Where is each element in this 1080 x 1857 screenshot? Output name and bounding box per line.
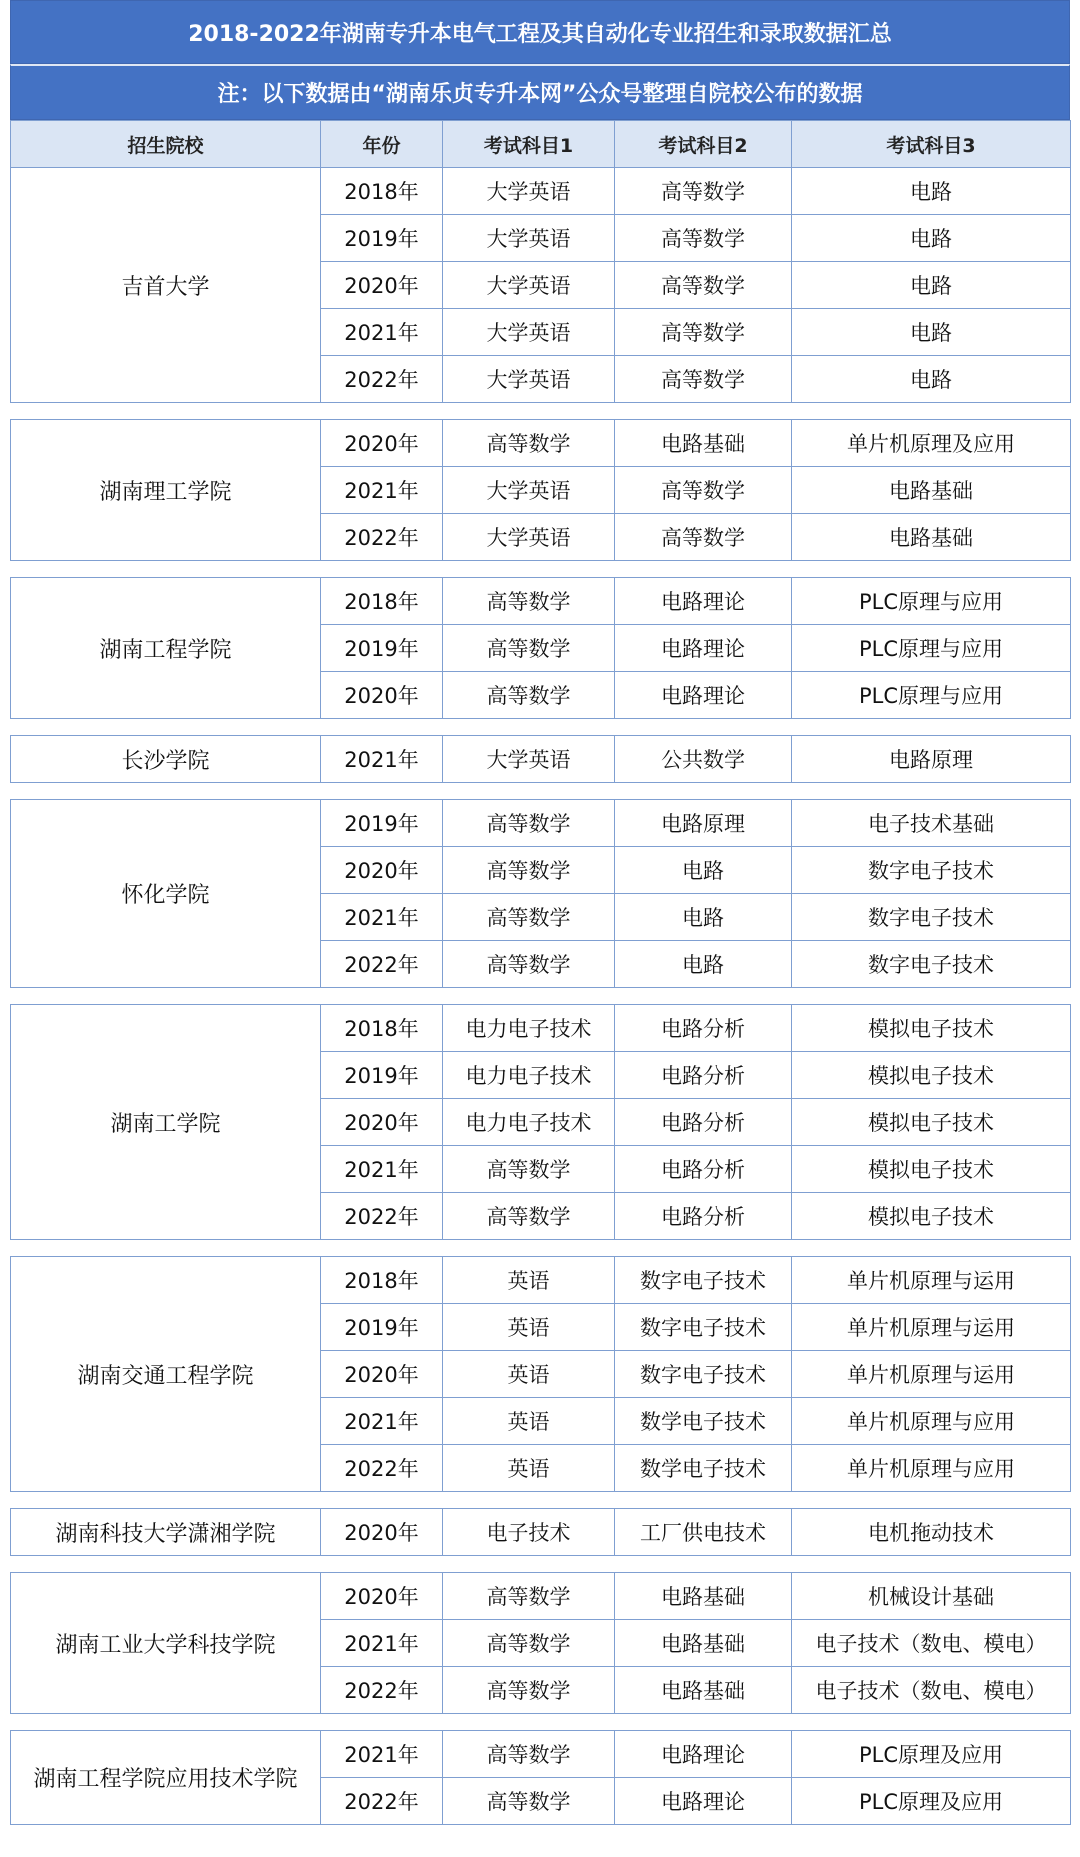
subject-1-cell: 高等数学 <box>443 420 615 467</box>
group-spacer <box>11 561 1071 578</box>
table-row <box>11 578 1071 625</box>
year-cell: 2020年 <box>321 262 443 309</box>
subject-2-cell: 电路基础 <box>615 420 792 467</box>
group-spacer-cell <box>11 403 1071 420</box>
year-cell: 2018年 <box>321 578 443 625</box>
year-cell: 2021年 <box>321 1146 443 1193</box>
subject-1-cell: 大学英语 <box>443 262 615 309</box>
school-cell: 吉首大学 <box>11 168 321 403</box>
subject-1-cell: 高等数学 <box>443 894 615 941</box>
subject-1-cell: 高等数学 <box>443 625 615 672</box>
subject-3-cell: PLC原理与应用 <box>792 578 1071 625</box>
year-cell: 2021年 <box>321 309 443 356</box>
subject-3-cell: 电路 <box>792 168 1071 215</box>
subject-1-cell: 高等数学 <box>443 800 615 847</box>
header-subject-3: 考试科目3 <box>792 121 1071 168</box>
subject-1-cell: 英语 <box>443 1257 615 1304</box>
group-spacer-cell <box>11 783 1071 800</box>
subject-1-cell: 大学英语 <box>443 309 615 356</box>
subject-2-cell: 电路理论 <box>615 672 792 719</box>
subject-1-cell: 大学英语 <box>443 168 615 215</box>
subject-1-cell: 电力电子技术 <box>443 1052 615 1099</box>
year-cell: 2022年 <box>321 356 443 403</box>
subject-2-cell: 公共数学 <box>615 736 792 783</box>
year-cell: 2018年 <box>321 1005 443 1052</box>
school-cell: 怀化学院 <box>11 800 321 988</box>
subject-2-cell: 高等数学 <box>615 262 792 309</box>
subject-2-cell: 数学电子技术 <box>615 1398 792 1445</box>
source-note: 注：以下数据由“湖南乐贞专升本网”公众号整理自院校公布的数据 <box>10 64 1070 120</box>
subject-3-cell: PLC原理及应用 <box>792 1731 1071 1778</box>
subject-3-cell: 电机拖动技术 <box>792 1509 1071 1556</box>
subject-1-cell: 英语 <box>443 1304 615 1351</box>
school-cell: 湖南交通工程学院 <box>11 1257 321 1492</box>
subject-3-cell: 单片机原理及应用 <box>792 420 1071 467</box>
year-cell: 2022年 <box>321 1445 443 1492</box>
subject-3-cell: 单片机原理与运用 <box>792 1351 1071 1398</box>
year-cell: 2021年 <box>321 1398 443 1445</box>
subject-2-cell: 电路分析 <box>615 1005 792 1052</box>
subject-3-cell: 模拟电子技术 <box>792 1052 1071 1099</box>
year-cell: 2021年 <box>321 1731 443 1778</box>
year-cell: 2019年 <box>321 1052 443 1099</box>
subject-1-cell: 电子技术 <box>443 1509 615 1556</box>
year-cell: 2020年 <box>321 1351 443 1398</box>
subject-2-cell: 高等数学 <box>615 356 792 403</box>
subject-3-cell: 模拟电子技术 <box>792 1005 1071 1052</box>
subject-3-cell: 数字电子技术 <box>792 894 1071 941</box>
subject-3-cell: 数字电子技术 <box>792 847 1071 894</box>
subject-3-cell: 电路 <box>792 309 1071 356</box>
subject-2-cell: 高等数学 <box>615 215 792 262</box>
subject-1-cell: 高等数学 <box>443 1193 615 1240</box>
subject-1-cell: 高等数学 <box>443 1667 615 1714</box>
subject-2-cell: 工厂供电技术 <box>615 1509 792 1556</box>
subject-1-cell: 大学英语 <box>443 514 615 561</box>
subject-1-cell: 高等数学 <box>443 578 615 625</box>
subject-2-cell: 高等数学 <box>615 467 792 514</box>
subject-2-cell: 电路基础 <box>615 1667 792 1714</box>
subject-3-cell: 电路基础 <box>792 514 1071 561</box>
subject-2-cell: 高等数学 <box>615 514 792 561</box>
school-cell: 湖南工程学院 <box>11 578 321 719</box>
year-cell: 2021年 <box>321 894 443 941</box>
year-cell: 2018年 <box>321 1257 443 1304</box>
year-cell: 2019年 <box>321 800 443 847</box>
year-cell: 2022年 <box>321 1667 443 1714</box>
school-cell: 湖南科技大学潇湘学院 <box>11 1509 321 1556</box>
table-row <box>11 1573 1071 1620</box>
subject-3-cell: 电子技术（数电、模电） <box>792 1620 1071 1667</box>
subject-3-cell: 电路原理 <box>792 736 1071 783</box>
subject-2-cell: 电路分析 <box>615 1146 792 1193</box>
subject-1-cell: 高等数学 <box>443 672 615 719</box>
table-row <box>11 800 1071 847</box>
table-row <box>11 1005 1071 1052</box>
group-spacer <box>11 1556 1071 1573</box>
school-cell: 湖南工业大学科技学院 <box>11 1573 321 1714</box>
subject-3-cell: 电路 <box>792 215 1071 262</box>
year-cell: 2022年 <box>321 1778 443 1825</box>
group-spacer <box>11 1240 1071 1257</box>
header-subject-1: 考试科目1 <box>443 121 615 168</box>
year-cell: 2019年 <box>321 215 443 262</box>
year-cell: 2021年 <box>321 467 443 514</box>
table-row <box>11 420 1071 467</box>
subject-1-cell: 高等数学 <box>443 1731 615 1778</box>
subject-2-cell: 数字电子技术 <box>615 1304 792 1351</box>
group-spacer-cell <box>11 561 1071 578</box>
year-cell: 2020年 <box>321 420 443 467</box>
subject-2-cell: 电路理论 <box>615 1731 792 1778</box>
year-cell: 2022年 <box>321 941 443 988</box>
year-cell: 2018年 <box>321 168 443 215</box>
year-cell: 2020年 <box>321 847 443 894</box>
group-spacer <box>11 988 1071 1005</box>
subject-2-cell: 电路原理 <box>615 800 792 847</box>
group-spacer-cell <box>11 719 1071 736</box>
year-cell: 2020年 <box>321 1099 443 1146</box>
subject-3-cell: 数字电子技术 <box>792 941 1071 988</box>
table-row <box>11 1257 1071 1304</box>
year-cell: 2020年 <box>321 672 443 719</box>
subject-2-cell: 电路 <box>615 847 792 894</box>
subject-3-cell: PLC原理及应用 <box>792 1778 1071 1825</box>
subject-2-cell: 数学电子技术 <box>615 1445 792 1492</box>
header-school: 招生院校 <box>11 121 321 168</box>
subject-2-cell: 电路理论 <box>615 1778 792 1825</box>
subject-1-cell: 大学英语 <box>443 356 615 403</box>
subject-2-cell: 电路分析 <box>615 1052 792 1099</box>
subject-3-cell: 电子技术基础 <box>792 800 1071 847</box>
header-subject-2: 考试科目2 <box>615 121 792 168</box>
group-spacer-cell <box>11 1714 1071 1731</box>
subject-3-cell: PLC原理与应用 <box>792 672 1071 719</box>
subject-2-cell: 电路分析 <box>615 1193 792 1240</box>
sheet <box>10 0 1070 1825</box>
subject-1-cell: 高等数学 <box>443 1620 615 1667</box>
subject-1-cell: 大学英语 <box>443 215 615 262</box>
table-row <box>11 736 1071 783</box>
subject-3-cell: 机械设计基础 <box>792 1573 1071 1620</box>
subject-1-cell: 大学英语 <box>443 736 615 783</box>
header-year: 年份 <box>321 121 443 168</box>
subject-3-cell: 模拟电子技术 <box>792 1193 1071 1240</box>
subject-3-cell: 模拟电子技术 <box>792 1146 1071 1193</box>
group-spacer <box>11 1714 1071 1731</box>
year-cell: 2019年 <box>321 625 443 672</box>
group-spacer-cell <box>11 988 1071 1005</box>
subject-3-cell: 电子技术（数电、模电） <box>792 1667 1071 1714</box>
year-cell: 2022年 <box>321 1193 443 1240</box>
subject-2-cell: 电路 <box>615 941 792 988</box>
subject-3-cell: 单片机原理与运用 <box>792 1304 1071 1351</box>
subject-2-cell: 电路基础 <box>615 1573 792 1620</box>
subject-2-cell: 电路基础 <box>615 1620 792 1667</box>
group-spacer <box>11 403 1071 420</box>
subject-2-cell: 电路理论 <box>615 625 792 672</box>
subject-1-cell: 英语 <box>443 1351 615 1398</box>
subject-3-cell: 单片机原理与运用 <box>792 1257 1071 1304</box>
table-row <box>11 168 1071 215</box>
subject-2-cell: 电路 <box>615 894 792 941</box>
subject-3-cell: 模拟电子技术 <box>792 1099 1071 1146</box>
group-spacer-cell <box>11 1240 1071 1257</box>
group-spacer-cell <box>11 1556 1071 1573</box>
year-cell: 2020年 <box>321 1509 443 1556</box>
subject-2-cell: 电路理论 <box>615 578 792 625</box>
group-spacer <box>11 783 1071 800</box>
group-spacer-cell <box>11 1492 1071 1509</box>
subject-1-cell: 大学英语 <box>443 467 615 514</box>
school-cell: 长沙学院 <box>11 736 321 783</box>
subject-2-cell: 高等数学 <box>615 309 792 356</box>
table-body <box>11 168 1071 1825</box>
subject-3-cell: PLC原理与应用 <box>792 625 1071 672</box>
subject-1-cell: 高等数学 <box>443 941 615 988</box>
school-cell: 湖南工程学院应用技术学院 <box>11 1731 321 1825</box>
subject-3-cell: 电路 <box>792 262 1071 309</box>
subject-3-cell: 电路基础 <box>792 467 1071 514</box>
table-row <box>11 1731 1071 1778</box>
header-row <box>11 121 1071 168</box>
year-cell: 2019年 <box>321 1304 443 1351</box>
group-spacer <box>11 719 1071 736</box>
year-cell: 2021年 <box>321 1620 443 1667</box>
subject-1-cell: 高等数学 <box>443 1146 615 1193</box>
year-cell: 2020年 <box>321 1573 443 1620</box>
subject-2-cell: 高等数学 <box>615 168 792 215</box>
school-cell: 湖南工学院 <box>11 1005 321 1240</box>
subject-3-cell: 单片机原理与应用 <box>792 1445 1071 1492</box>
subject-1-cell: 电力电子技术 <box>443 1099 615 1146</box>
subject-1-cell: 英语 <box>443 1445 615 1492</box>
subject-2-cell: 数字电子技术 <box>615 1257 792 1304</box>
school-cell: 湖南理工学院 <box>11 420 321 561</box>
subject-1-cell: 英语 <box>443 1398 615 1445</box>
year-cell: 2022年 <box>321 514 443 561</box>
data-table <box>10 120 1071 1825</box>
group-spacer <box>11 1492 1071 1509</box>
subject-3-cell: 单片机原理与应用 <box>792 1398 1071 1445</box>
subject-1-cell: 高等数学 <box>443 1573 615 1620</box>
subject-1-cell: 高等数学 <box>443 847 615 894</box>
table-row <box>11 1509 1071 1556</box>
subject-1-cell: 电力电子技术 <box>443 1005 615 1052</box>
page-title: 2018-2022年湖南专升本电气工程及其自动化专业招生和录取数据汇总 <box>10 0 1070 64</box>
subject-1-cell: 高等数学 <box>443 1778 615 1825</box>
subject-2-cell: 电路分析 <box>615 1099 792 1146</box>
subject-3-cell: 电路 <box>792 356 1071 403</box>
year-cell: 2021年 <box>321 736 443 783</box>
subject-2-cell: 数字电子技术 <box>615 1351 792 1398</box>
